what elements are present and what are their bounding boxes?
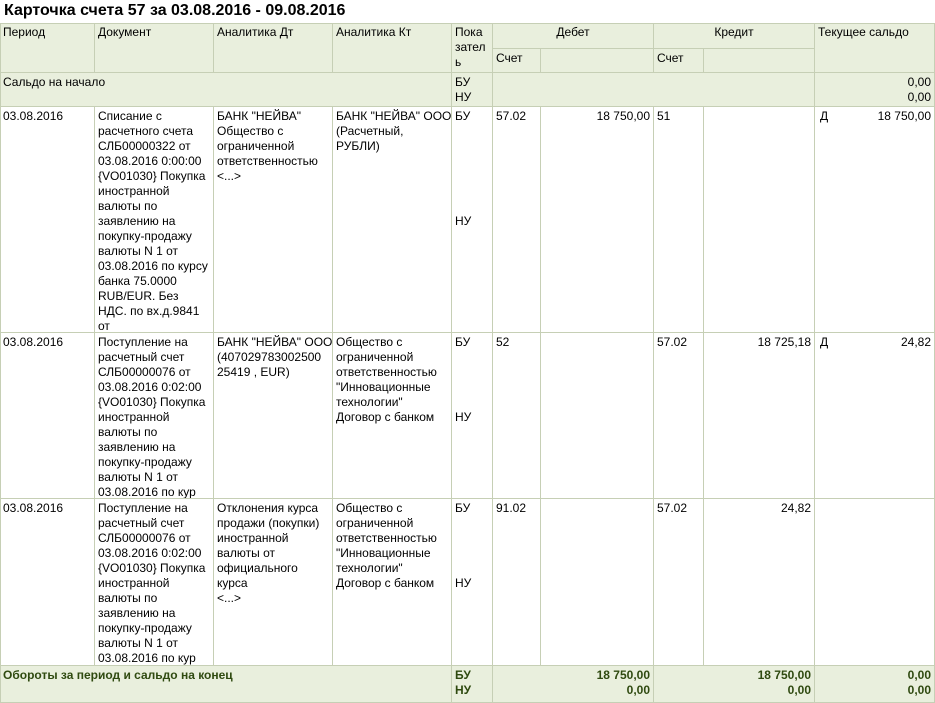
row1-debit-account: 57.02 bbox=[493, 107, 541, 333]
col-header-debit: Дебет bbox=[493, 23, 654, 49]
document-line: 03.08.2016 по курсу bbox=[98, 259, 208, 273]
totals-indicator bbox=[452, 666, 493, 703]
document-line: иностранной bbox=[98, 184, 170, 198]
opening-nu-balance: 0,00 bbox=[907, 90, 931, 104]
analytics-dt-line: БАНК "НЕЙВА" ООО bbox=[217, 335, 333, 349]
row1-period: 03.08.2016 bbox=[0, 107, 95, 333]
row1-debit-amount: 18 750,00 bbox=[541, 107, 654, 333]
totals-credit-bu: 18 750,00 bbox=[757, 668, 811, 682]
document-line: покупку-продажу bbox=[98, 229, 192, 243]
analytics-kt-line: ограниченной bbox=[336, 516, 414, 530]
col-header-analytics-dt: Аналитика Дт bbox=[214, 23, 333, 73]
document-line: Поступление на bbox=[98, 501, 188, 515]
analytics-dt-more[interactable]: <...> bbox=[217, 591, 242, 605]
document-line: иностранной bbox=[98, 410, 170, 424]
document-line: покупку-продажу bbox=[98, 455, 192, 469]
analytics-kt-line: ответственностью bbox=[336, 365, 437, 379]
report-title: Карточка счета 57 за 03.08.2016 - 09.08.2016 bbox=[4, 2, 346, 19]
col-header-balance: Текущее сальдо bbox=[815, 23, 935, 73]
opening-bu-balance: 0,00 bbox=[907, 75, 931, 89]
opening-turnover-blank bbox=[493, 73, 815, 107]
row3-debit-amount bbox=[541, 499, 654, 666]
analytics-dt-line: ограниченной bbox=[217, 139, 295, 153]
row3-period: 03.08.2016 bbox=[0, 499, 95, 666]
row3-nu: НУ bbox=[455, 576, 472, 590]
document-line: от bbox=[98, 319, 110, 333]
opening-nu: НУ bbox=[455, 90, 472, 104]
document-line: иностранной bbox=[98, 576, 170, 590]
analytics-kt-line: технологии" bbox=[336, 561, 403, 575]
col-header-period: Период bbox=[0, 23, 95, 73]
row3-indicator bbox=[452, 499, 493, 666]
row1-analytics-kt[interactable] bbox=[333, 107, 452, 333]
analytics-kt-line: ответственностью bbox=[336, 531, 437, 545]
document-line: заявлению на bbox=[98, 214, 176, 228]
document-line: валюты N 1 от bbox=[98, 244, 179, 258]
document-line: заявлению на bbox=[98, 440, 176, 454]
document-line: {VO01030} Покупка bbox=[98, 169, 206, 183]
col-header-credit-account: Счет bbox=[654, 49, 704, 73]
document-line: 03.08.2016 0:02:00 bbox=[98, 546, 202, 560]
document-line: банка 75.0000 bbox=[98, 274, 177, 288]
totals-debit-nu: 0,00 bbox=[626, 683, 650, 697]
document-line: валюты по bbox=[98, 425, 158, 439]
row1-credit-account: 51 bbox=[654, 107, 704, 333]
document-line: СЛБ00000076 от bbox=[98, 365, 191, 379]
document-line: СЛБ00000076 от bbox=[98, 531, 191, 545]
totals-nu: НУ bbox=[455, 683, 472, 697]
row1-balance-side: Д bbox=[820, 109, 829, 123]
row2-credit-account: 57.02 bbox=[654, 333, 704, 499]
analytics-dt-line: (407029783002500 bbox=[217, 350, 322, 364]
analytics-kt-line: Общество с bbox=[336, 501, 403, 515]
row2-balance bbox=[815, 333, 935, 499]
totals-bu: БУ bbox=[455, 668, 471, 682]
analytics-dt-more[interactable]: <...> bbox=[217, 169, 242, 183]
indicator-header-line: ь bbox=[455, 55, 462, 69]
row1-balance bbox=[815, 107, 935, 333]
row2-analytics-dt[interactable] bbox=[214, 333, 333, 499]
analytics-dt-line: продажи (покупки) bbox=[217, 516, 320, 530]
analytics-kt-line: РУБЛИ) bbox=[336, 139, 380, 153]
analytics-kt-line: Общество с bbox=[336, 335, 403, 349]
opening-bu: БУ bbox=[455, 75, 471, 89]
row2-credit-amount: 18 725,18 bbox=[704, 333, 815, 499]
row3-analytics-kt[interactable] bbox=[333, 499, 452, 666]
document-line: СЛБ00000322 от bbox=[98, 139, 191, 153]
row3-debit-account: 91.02 bbox=[493, 499, 541, 666]
account-card-table bbox=[0, 23, 935, 703]
analytics-dt-line: валюты от bbox=[217, 546, 276, 560]
row2-debit-amount bbox=[541, 333, 654, 499]
row1-document[interactable] bbox=[95, 107, 214, 333]
row2-debit-account: 52 bbox=[493, 333, 541, 499]
totals-credit-nu: 0,00 bbox=[787, 683, 811, 697]
row1-indicator bbox=[452, 107, 493, 333]
document-line: Списание с bbox=[98, 109, 162, 123]
col-header-analytics-kt: Аналитика Кт bbox=[333, 23, 452, 73]
analytics-kt-line: технологии" bbox=[336, 395, 403, 409]
row1-balance-amount: 18 750,00 bbox=[877, 109, 931, 123]
document-line: расчетный счет bbox=[98, 350, 185, 364]
row3-credit-account: 57.02 bbox=[654, 499, 704, 666]
analytics-dt-line: официального bbox=[217, 561, 298, 575]
opening-balance-values bbox=[815, 73, 935, 107]
row3-bu: БУ bbox=[455, 501, 471, 515]
col-header-debit-account: Счет bbox=[493, 49, 541, 73]
row2-period: 03.08.2016 bbox=[0, 333, 95, 499]
document-line: НДС. по вх.д.9841 bbox=[98, 304, 200, 318]
totals-label: Обороты за период и сальдо на конец bbox=[0, 666, 452, 703]
col-header-credit-amount bbox=[704, 49, 815, 73]
analytics-kt-line: ограниченной bbox=[336, 350, 414, 364]
analytics-dt-line: 25419 , EUR) bbox=[217, 365, 290, 379]
document-line: {VO01030} Покупка bbox=[98, 395, 206, 409]
document-line: {VO01030} Покупка bbox=[98, 561, 206, 575]
analytics-dt-line: Отклонения курса bbox=[217, 501, 319, 515]
analytics-kt-line: "Инновационные bbox=[336, 380, 431, 394]
analytics-dt-line: иностранной bbox=[217, 531, 289, 545]
analytics-kt-line: "Инновационные bbox=[336, 546, 431, 560]
row2-nu: НУ bbox=[455, 410, 472, 424]
row2-indicator bbox=[452, 333, 493, 499]
document-line: расчетный счет bbox=[98, 516, 185, 530]
document-line: расчетного счета bbox=[98, 124, 194, 138]
analytics-dt-line: курса bbox=[217, 576, 248, 590]
totals-debit-bu: 18 750,00 bbox=[596, 668, 650, 682]
analytics-kt-line: Договор с банком bbox=[336, 576, 435, 590]
row1-nu: НУ bbox=[455, 214, 472, 228]
row2-balance-amount: 24,82 bbox=[900, 335, 931, 349]
row1-credit-amount bbox=[704, 107, 815, 333]
col-header-document: Документ bbox=[95, 23, 214, 73]
document-line: валюты N 1 от bbox=[98, 636, 179, 650]
col-header-indicator bbox=[452, 23, 493, 73]
analytics-dt-line: Общество с bbox=[217, 124, 284, 138]
row1-bu: БУ bbox=[455, 109, 471, 123]
analytics-kt-line: БАНК "НЕЙВА" ООО bbox=[336, 109, 452, 123]
indicator-header-line: Пока bbox=[455, 25, 483, 39]
document-line: 03.08.2016 0:00:00 bbox=[98, 154, 202, 168]
document-line: покупку-продажу bbox=[98, 621, 192, 635]
totals-balance-nu: 0,00 bbox=[907, 683, 931, 697]
row2-analytics-kt[interactable] bbox=[333, 333, 452, 499]
row3-credit-amount: 24,82 bbox=[704, 499, 815, 666]
col-header-debit-amount bbox=[541, 49, 654, 73]
analytics-dt-line: БАНК "НЕЙВА" bbox=[217, 109, 302, 123]
totals-balance-bu: 0,00 bbox=[907, 668, 931, 682]
row3-balance bbox=[815, 499, 935, 666]
document-line: заявлению на bbox=[98, 606, 176, 620]
row3-analytics-dt[interactable] bbox=[214, 499, 333, 666]
document-line: валюты по bbox=[98, 199, 158, 213]
analytics-dt-line: ответственностью bbox=[217, 154, 318, 168]
opening-balance-label: Сальдо на начало bbox=[0, 73, 452, 107]
indicator-header-line: зател bbox=[455, 40, 486, 54]
col-header-credit: Кредит bbox=[654, 23, 815, 49]
row2-document[interactable] bbox=[95, 333, 214, 499]
totals-credit bbox=[654, 666, 815, 703]
document-line: RUB/EUR. Без bbox=[98, 289, 179, 303]
row3-document[interactable] bbox=[95, 499, 214, 666]
document-line: 03.08.2016 по кур bbox=[98, 485, 196, 499]
analytics-kt-line: Договор с банком bbox=[336, 410, 435, 424]
row2-bu: БУ bbox=[455, 335, 471, 349]
analytics-kt-line: (Расчетный, bbox=[336, 124, 404, 138]
opening-indicator bbox=[452, 73, 493, 107]
document-line: валюты по bbox=[98, 591, 158, 605]
document-line: Поступление на bbox=[98, 335, 188, 349]
totals-balance bbox=[815, 666, 935, 703]
row2-balance-side: Д bbox=[820, 335, 829, 349]
totals-debit bbox=[493, 666, 654, 703]
document-line: валюты N 1 от bbox=[98, 470, 179, 484]
row1-analytics-dt[interactable] bbox=[214, 107, 333, 333]
document-line: 03.08.2016 по кур bbox=[98, 651, 196, 665]
document-line: 03.08.2016 0:02:00 bbox=[98, 380, 202, 394]
